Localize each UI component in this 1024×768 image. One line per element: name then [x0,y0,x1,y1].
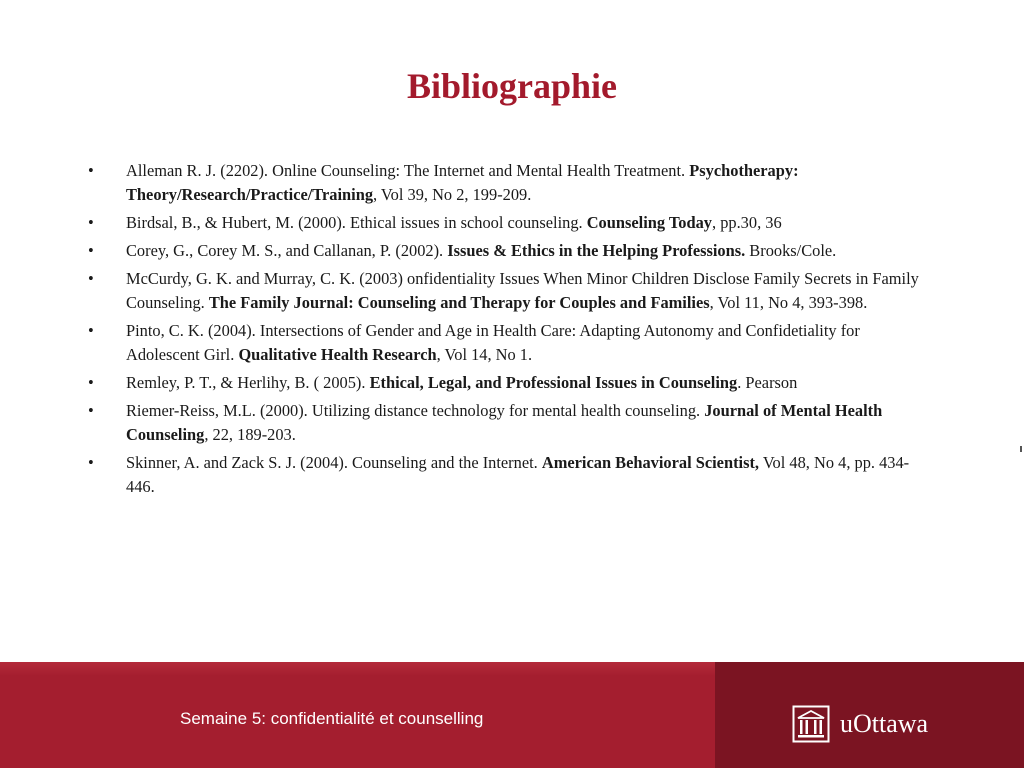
reference-item [85,239,935,263]
reference-source-title: Counseling Today [586,213,712,232]
reference-details: Vol 48, No 4, pp. 434-446. [126,453,910,496]
reference-list [85,159,935,503]
stray-mark [1020,446,1022,452]
reference-source-title: Journal of Mental Health Counseling [126,401,883,444]
bullet-icon: • [88,321,94,340]
slide-title: Bibliographie [406,66,618,106]
reference-text: Riemer-Reiss, M.L. (2000). Utilizing distance technology for mental health counseling. [126,401,705,420]
reference-text: Remley, P. T., & Herlihy, B. ( 2005). [126,373,370,392]
bullet-icon: • [88,161,94,180]
bullet-icon: • [88,269,94,288]
reference-details: . Pearson [737,373,798,392]
footer-bar [0,662,1024,768]
reference-source-title: The Family Journal: Counseling and Therapy for Couples and Families [208,293,710,312]
reference-source-title: Issues & Ethics in the Helping Professions. [447,241,746,260]
reference-source-title: American Behavioral Scientist, [541,453,760,472]
reference-item [85,371,935,395]
reference-details: Brooks/Cole. [745,241,837,260]
reference-details: , Vol 11, No 4, 393-398. [709,293,868,312]
footer-course-label: Semaine 5: confidentialité et counselling [180,709,484,728]
reference-item [85,399,935,447]
logo-wordmark: uOttawa [840,709,929,738]
reference-details: , 22, 189-203. [204,425,296,444]
reference-item [85,211,935,235]
reference-item [85,159,935,207]
reference-text: Pinto, C. K. (2004). Intersections of Gender and Age in Health Care: Adapting Autonomy and Confidetiality for Adolescent Girl. [126,321,860,364]
reference-text: Corey, G., Corey M. S., and Callanan, P. (2002). [126,241,448,260]
bullet-icon: • [88,401,94,420]
reference-item [85,319,935,367]
reference-text: McCurdy, G. K. and Murray, C. K. (2003) onfidentiality Issues When Minor Children Disclose Family Secrets in Family Counseling. [126,269,919,312]
reference-details: , pp.30, 36 [712,213,782,232]
reference-source-title: Qualitative Health Research [238,345,437,364]
reference-details: , Vol 39, No 2, 199-209. [373,185,532,204]
reference-text: Birdsal, B., & Hubert, M. (2000). Ethical issues in school counseling. [126,213,587,232]
reference-text: Alleman R. J. (2202). Online Counseling: The Internet and Mental Health Treatment. [126,161,690,180]
reference-item [85,267,935,315]
reference-source-title: Psychotherapy: Theory/Research/Practice/Training [126,161,799,204]
bullet-icon: • [88,213,94,232]
bullet-icon: • [88,241,94,260]
uottawa-logo [792,704,928,744]
reference-text: Skinner, A. and Zack S. J. (2004). Counseling and the Internet. [126,453,542,472]
reference-details: , Vol 14, No 1. [436,345,533,364]
reference-source-title: Ethical, Legal, and Professional Issues in Counseling [369,373,738,392]
reference-item [85,451,935,499]
bullet-icon: • [88,373,94,392]
bullet-icon: • [88,453,94,472]
university-building-icon [792,705,830,743]
